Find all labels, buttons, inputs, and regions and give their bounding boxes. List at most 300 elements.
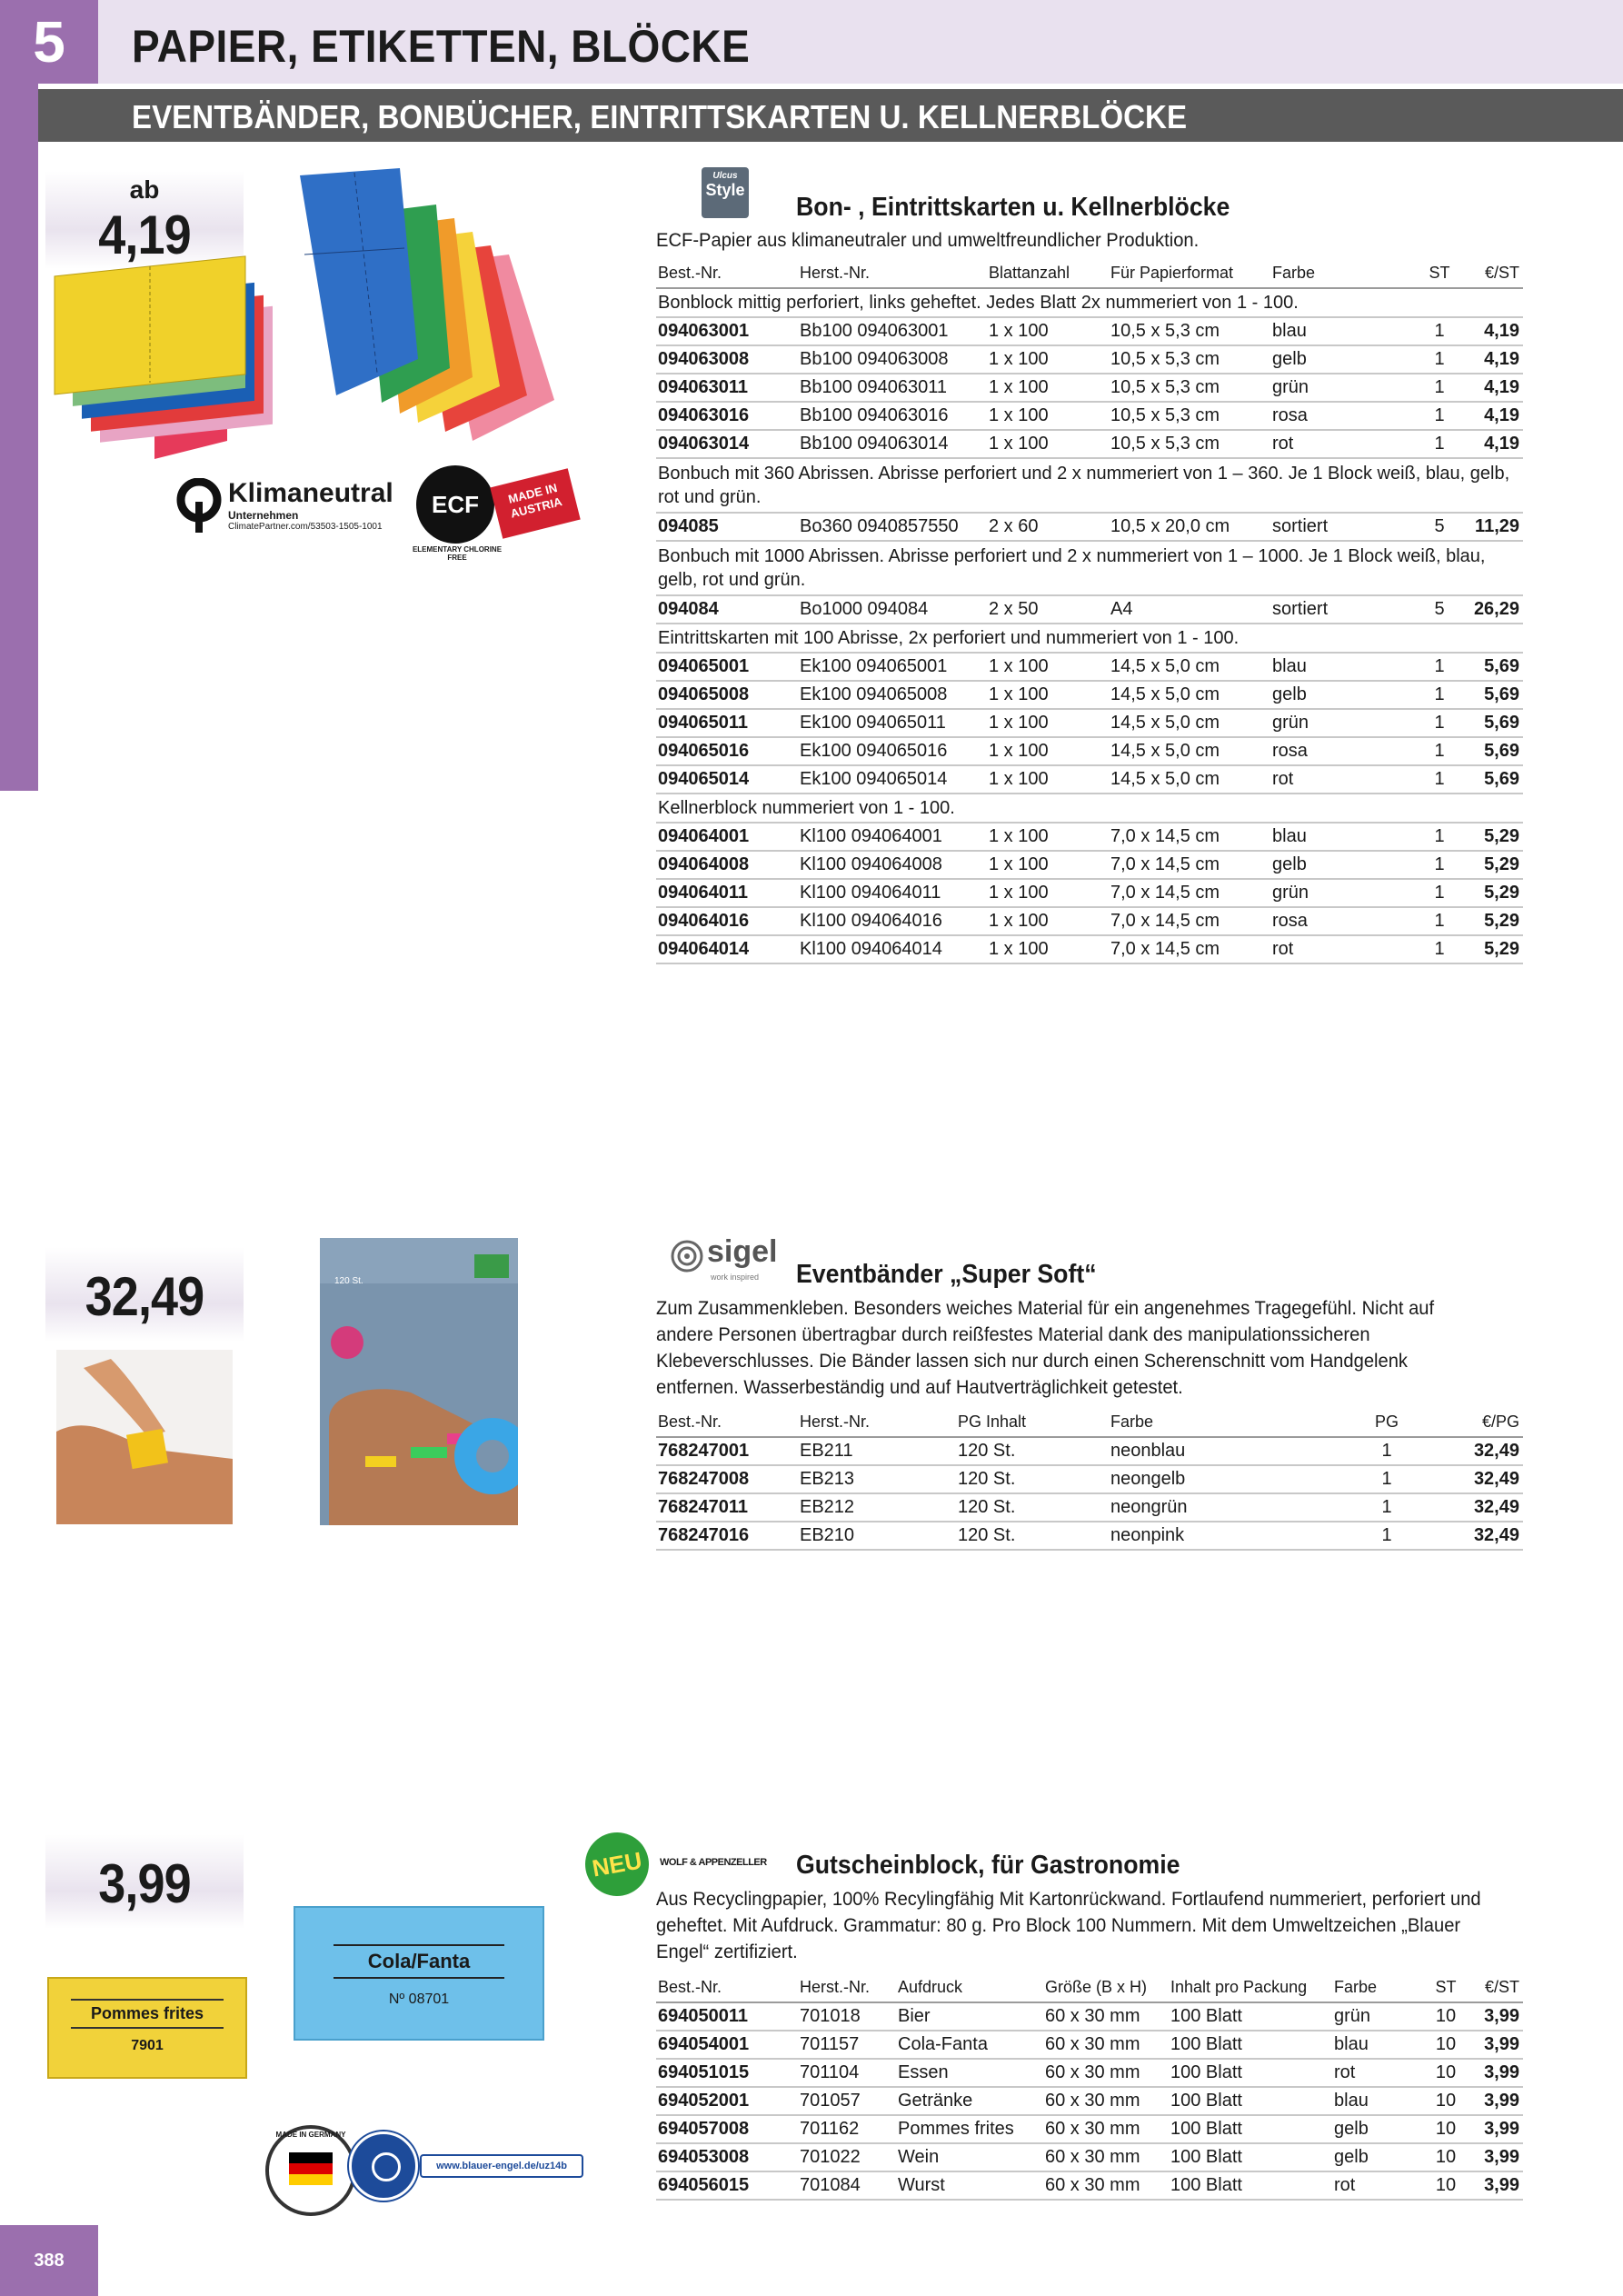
voucher-number: 7901 bbox=[131, 2038, 164, 2053]
table-cell: 1 x 100 bbox=[987, 765, 1109, 794]
table-cell: 11,29 bbox=[1461, 513, 1523, 541]
table-cell: blau bbox=[1332, 2087, 1423, 2115]
table-cell: 14,5 x 5,0 cm bbox=[1109, 653, 1270, 681]
table-cell: 10,5 x 5,3 cm bbox=[1109, 402, 1270, 430]
table-row bbox=[656, 595, 1523, 624]
table-cell: 14,5 x 5,0 cm bbox=[1109, 681, 1270, 709]
section-title: EVENTBÄNDER, BONBÜCHER, EINTRITTSKARTEN U. KELLNERBLÖCKE bbox=[132, 98, 1188, 135]
table-cell: 1 x 100 bbox=[987, 935, 1109, 963]
table-cell: rot bbox=[1270, 935, 1416, 963]
table-group-label-row bbox=[656, 624, 1523, 653]
table-row bbox=[656, 2143, 1523, 2171]
table-group-label-row bbox=[656, 288, 1523, 317]
price-tag-2 bbox=[45, 1247, 244, 1342]
table-cell: 701104 bbox=[798, 2059, 896, 2087]
table-cell: 694051015 bbox=[656, 2059, 798, 2087]
table-cell: gelb bbox=[1332, 2143, 1423, 2171]
column-header: Farbe bbox=[1270, 258, 1416, 288]
table-cell: 1 bbox=[1416, 374, 1461, 402]
table-cell: 2 x 60 bbox=[987, 513, 1109, 541]
table-cell: 094064014 bbox=[656, 935, 798, 963]
table-cell: 7,0 x 14,5 cm bbox=[1109, 879, 1270, 907]
table-cell: Cola-Fanta bbox=[896, 2031, 1043, 2059]
table-cell: 701157 bbox=[798, 2031, 896, 2059]
voucher-label: Pommes frites bbox=[71, 1999, 224, 2029]
table-header bbox=[656, 1407, 1523, 1437]
table-cell: 5,29 bbox=[1461, 851, 1523, 879]
table-cell: 2 x 50 bbox=[987, 595, 1109, 624]
column-header: PG bbox=[1354, 1407, 1418, 1437]
package-label: 120 St. bbox=[334, 1276, 363, 1286]
table-cell: Ek100 094065008 bbox=[798, 681, 987, 709]
table-cell: 1 x 100 bbox=[987, 879, 1109, 907]
table-cell: Ek100 094065016 bbox=[798, 737, 987, 765]
table-cell: Bo360 0940857550 bbox=[798, 513, 987, 541]
table-cell: 5,69 bbox=[1461, 653, 1523, 681]
table-cell: 694052001 bbox=[656, 2087, 798, 2115]
table-row bbox=[656, 709, 1523, 737]
table-cell: 4,19 bbox=[1461, 430, 1523, 458]
product-table-2 bbox=[656, 1407, 1523, 1551]
table-cell: 3,99 bbox=[1467, 2002, 1523, 2031]
table-cell: gelb bbox=[1270, 851, 1416, 879]
table-cell: 701162 bbox=[798, 2115, 896, 2143]
klima-sub-label: Unternehmen bbox=[228, 509, 299, 522]
table-cell: 1 x 100 bbox=[987, 709, 1109, 737]
table-cell: 10,5 x 5,3 cm bbox=[1109, 430, 1270, 458]
column-header: Farbe bbox=[1109, 1407, 1354, 1437]
voucher-label: Cola/Fanta bbox=[334, 1944, 504, 1979]
table-cell: 1 bbox=[1416, 765, 1461, 794]
klimaneutral-badge bbox=[175, 474, 421, 538]
table-cell: Bier bbox=[896, 2002, 1043, 2031]
table-cell: rosa bbox=[1270, 737, 1416, 765]
klima-url: ClimatePartner.com/53503-1505-1001 bbox=[228, 522, 383, 532]
table-row bbox=[656, 345, 1523, 374]
table-cell: neongelb bbox=[1109, 1465, 1354, 1493]
table-cell: 1 x 100 bbox=[987, 681, 1109, 709]
table-cell: rot bbox=[1332, 2059, 1423, 2087]
table-cell: 1 bbox=[1416, 402, 1461, 430]
table-header bbox=[656, 1972, 1523, 2002]
column-header: ST bbox=[1423, 1972, 1467, 2002]
group-label: Bonbuch mit 1000 Abrissen. Abrisse perforiert und 2 x nummeriert von 1 – 1000. Je 1 Block weiß, blau, gelb, rot und grün. bbox=[656, 541, 1523, 595]
table-cell: sortiert bbox=[1270, 513, 1416, 541]
table-cell: 768247011 bbox=[656, 1493, 798, 1522]
table-cell: 094065011 bbox=[656, 709, 798, 737]
table-cell: 094065008 bbox=[656, 681, 798, 709]
column-header: Blattanzahl bbox=[987, 258, 1109, 288]
table-cell: 1 bbox=[1416, 851, 1461, 879]
table-cell: Pommes frites bbox=[896, 2115, 1043, 2143]
table-cell: 1 x 100 bbox=[987, 317, 1109, 345]
table-cell: 7,0 x 14,5 cm bbox=[1109, 935, 1270, 963]
table-cell: 60 x 30 mm bbox=[1043, 2031, 1169, 2059]
table-cell: 120 St. bbox=[956, 1493, 1109, 1522]
table-cell: blau bbox=[1332, 2031, 1423, 2059]
table-cell: 094064016 bbox=[656, 907, 798, 935]
table-cell: 3,99 bbox=[1467, 2115, 1523, 2143]
product-image-bonblocks bbox=[45, 168, 591, 486]
product-title: Gutscheinblock, für Gastronomie bbox=[796, 1851, 1180, 1880]
table-cell: 3,99 bbox=[1467, 2171, 1523, 2200]
product-image-wristband bbox=[56, 1350, 233, 1524]
table-cell: 3,99 bbox=[1467, 2059, 1523, 2087]
table-cell: Kl100 094064001 bbox=[798, 823, 987, 851]
table-cell: 694050011 bbox=[656, 2002, 798, 2031]
table-row bbox=[656, 2115, 1523, 2143]
table-cell: gelb bbox=[1270, 345, 1416, 374]
table-cell: 60 x 30 mm bbox=[1043, 2115, 1169, 2143]
table-cell: 7,0 x 14,5 cm bbox=[1109, 907, 1270, 935]
table-cell: 1 bbox=[1416, 681, 1461, 709]
group-label: Kellnerblock nummeriert von 1 - 100. bbox=[656, 794, 1523, 823]
table-cell: 094064008 bbox=[656, 851, 798, 879]
table-cell: 1 x 100 bbox=[987, 402, 1109, 430]
table-cell: gelb bbox=[1332, 2115, 1423, 2143]
table-cell: 1 x 100 bbox=[987, 653, 1109, 681]
group-label: Bonbuch mit 360 Abrissen. Abrisse perforiert und 2 x nummeriert von 1 – 360. Je 1 Block weiß, blau, gelb, rot und grün. bbox=[656, 458, 1523, 513]
table-cell: 094064001 bbox=[656, 823, 798, 851]
table-cell: 1 bbox=[1354, 1437, 1418, 1465]
table-cell: Kl100 094064008 bbox=[798, 851, 987, 879]
table-cell: 1 bbox=[1416, 737, 1461, 765]
table-cell: 768247001 bbox=[656, 1437, 798, 1465]
table-cell: 5,29 bbox=[1461, 823, 1523, 851]
table-cell: neongrün bbox=[1109, 1493, 1354, 1522]
table-cell: Essen bbox=[896, 2059, 1043, 2087]
table-cell: Kl100 094064014 bbox=[798, 935, 987, 963]
table-cell: 1 bbox=[1416, 935, 1461, 963]
table-group-label-row bbox=[656, 458, 1523, 513]
group-label: Bonblock mittig perforiert, links geheftet. Jedes Blatt 2x nummeriert von 1 - 100. bbox=[656, 288, 1523, 317]
table-cell: 10 bbox=[1423, 2171, 1467, 2200]
klima-label: Klimaneutral bbox=[228, 478, 393, 508]
table-cell: EB211 bbox=[798, 1437, 956, 1465]
product-table-1 bbox=[656, 258, 1523, 964]
price-value: 3,99 bbox=[98, 1853, 191, 1914]
table-cell: 5 bbox=[1416, 595, 1461, 624]
column-header: €/ST bbox=[1461, 258, 1523, 288]
table-row bbox=[656, 2002, 1523, 2031]
table-cell: 694057008 bbox=[656, 2115, 798, 2143]
brand-logo-wolf-appenzeller: WOLF & APPENZELLER bbox=[660, 1857, 767, 1868]
table-row bbox=[656, 1522, 1523, 1550]
table-cell: Bb100 094063011 bbox=[798, 374, 987, 402]
table-cell: Wurst bbox=[896, 2171, 1043, 2200]
product-title: Eventbänder „Super Soft“ bbox=[796, 1260, 1097, 1289]
table-cell: 10 bbox=[1423, 2059, 1467, 2087]
table-cell: EB213 bbox=[798, 1465, 956, 1493]
table-cell: 1 x 100 bbox=[987, 907, 1109, 935]
table-row bbox=[656, 317, 1523, 345]
table-cell: 14,5 x 5,0 cm bbox=[1109, 709, 1270, 737]
table-row bbox=[656, 430, 1523, 458]
table-cell: 1 bbox=[1416, 430, 1461, 458]
table-cell: 10,5 x 20,0 cm bbox=[1109, 513, 1270, 541]
table-cell: 1 bbox=[1416, 709, 1461, 737]
brand-top-label: Ulcus bbox=[712, 171, 738, 181]
column-header: Für Papierformat bbox=[1109, 258, 1270, 288]
made-in-germany-badge bbox=[265, 2125, 356, 2216]
table-cell: 4,19 bbox=[1461, 317, 1523, 345]
table-cell: rot bbox=[1270, 430, 1416, 458]
product-image-pommes-voucher bbox=[47, 1977, 247, 2079]
table-cell: grün bbox=[1270, 879, 1416, 907]
table-cell: grün bbox=[1270, 374, 1416, 402]
table-cell: 60 x 30 mm bbox=[1043, 2002, 1169, 2031]
table-cell: Bb100 094063016 bbox=[798, 402, 987, 430]
table-cell: 768247016 bbox=[656, 1522, 798, 1550]
table-cell: 1 bbox=[1354, 1465, 1418, 1493]
austria-label: MADE IN AUSTRIA bbox=[506, 480, 563, 521]
table-cell: 5,69 bbox=[1461, 737, 1523, 765]
table-cell: 1 bbox=[1416, 879, 1461, 907]
price-tag-3 bbox=[45, 1834, 244, 1929]
table-cell: Kl100 094064011 bbox=[798, 879, 987, 907]
table-cell: Bo1000 094084 bbox=[798, 595, 987, 624]
climate-partner-icon bbox=[175, 478, 223, 534]
column-header: Farbe bbox=[1332, 1972, 1423, 2002]
table-cell: 1 bbox=[1416, 345, 1461, 374]
table-cell: 094063011 bbox=[656, 374, 798, 402]
new-badge bbox=[580, 1827, 653, 1901]
table-cell: grün bbox=[1332, 2002, 1423, 2031]
brand-sub-label: work inspired bbox=[711, 1273, 760, 1282]
product-table-3 bbox=[656, 1972, 1523, 2201]
table-cell: blau bbox=[1270, 823, 1416, 851]
table-cell: rosa bbox=[1270, 402, 1416, 430]
blauer-engel-icon bbox=[349, 2131, 418, 2201]
column-header: Best.-Nr. bbox=[656, 258, 798, 288]
table-cell: 4,19 bbox=[1461, 345, 1523, 374]
table-cell: 1 bbox=[1416, 907, 1461, 935]
table-cell: 5,69 bbox=[1461, 709, 1523, 737]
table-cell: 10 bbox=[1423, 2115, 1467, 2143]
table-cell: 100 Blatt bbox=[1169, 2171, 1332, 2200]
table-cell: 5 bbox=[1416, 513, 1461, 541]
chapter-side-strip bbox=[0, 84, 38, 791]
table-row bbox=[656, 1437, 1523, 1465]
table-row bbox=[656, 2031, 1523, 2059]
product-description: ECF-Papier aus klimaneutraler und umweltfreundlicher Produktion. bbox=[656, 230, 1200, 251]
table-cell: 094084 bbox=[656, 595, 798, 624]
table-cell: gelb bbox=[1270, 681, 1416, 709]
chapter-number: 5 bbox=[0, 0, 98, 84]
flag-stripe-red bbox=[289, 2163, 333, 2174]
table-cell: rot bbox=[1270, 765, 1416, 794]
table-cell: 094065016 bbox=[656, 737, 798, 765]
table-cell: grün bbox=[1270, 709, 1416, 737]
table-row bbox=[656, 653, 1523, 681]
table-row bbox=[656, 374, 1523, 402]
table-header bbox=[656, 258, 1523, 288]
table-cell: 094063001 bbox=[656, 317, 798, 345]
table-cell: 1 bbox=[1354, 1493, 1418, 1522]
table-row bbox=[656, 879, 1523, 907]
table-row bbox=[656, 851, 1523, 879]
table-cell: 60 x 30 mm bbox=[1043, 2059, 1169, 2087]
column-header: Größe (B x H) bbox=[1043, 1972, 1169, 2002]
table-cell: 094063014 bbox=[656, 430, 798, 458]
table-row bbox=[656, 2171, 1523, 2200]
table-cell: Ek100 094065014 bbox=[798, 765, 987, 794]
kellnerblock-stack bbox=[300, 168, 554, 441]
table-cell: 1 bbox=[1416, 317, 1461, 345]
table-cell: 100 Blatt bbox=[1169, 2031, 1332, 2059]
table-row bbox=[656, 681, 1523, 709]
table-cell: 10 bbox=[1423, 2143, 1467, 2171]
table-cell: 100 Blatt bbox=[1169, 2143, 1332, 2171]
table-cell: blau bbox=[1270, 653, 1416, 681]
table-row bbox=[656, 1493, 1523, 1522]
table-cell: 100 Blatt bbox=[1169, 2087, 1332, 2115]
table-cell: Wein bbox=[896, 2143, 1043, 2171]
table-cell: blau bbox=[1270, 317, 1416, 345]
table-cell: 094085 bbox=[656, 513, 798, 541]
table-cell: 32,49 bbox=[1418, 1493, 1523, 1522]
table-row bbox=[656, 765, 1523, 794]
table-cell: 4,19 bbox=[1461, 402, 1523, 430]
table-cell: Getränke bbox=[896, 2087, 1043, 2115]
table-cell: Ek100 094065001 bbox=[798, 653, 987, 681]
table-cell: 1 bbox=[1416, 653, 1461, 681]
table-cell: 768247008 bbox=[656, 1465, 798, 1493]
table-group-label-row bbox=[656, 794, 1523, 823]
table-cell: rosa bbox=[1270, 907, 1416, 935]
table-cell: 1 x 100 bbox=[987, 851, 1109, 879]
table-cell: 5,69 bbox=[1461, 681, 1523, 709]
table-cell: 120 St. bbox=[956, 1465, 1109, 1493]
column-header: Best.-Nr. bbox=[656, 1407, 798, 1437]
price-prefix: ab bbox=[129, 175, 160, 204]
product-description: Aus Recyclingpapier, 100% Recylingfähig Mit Kartonrückwand. Fortlaufend nummeriert, perforiert und geheftet. Mit Aufdruck. Grammatur: 80 g. Pro Block 100 Nummern. Mit dem Umweltzeichen „Blauer Engel“ zertifiziert. bbox=[656, 1889, 1481, 1962]
table-cell: 10 bbox=[1423, 2087, 1467, 2115]
table-cell: 1 x 100 bbox=[987, 737, 1109, 765]
group-label: Eintrittskarten mit 100 Abrisse, 2x perforiert und nummeriert von 1 - 100. bbox=[656, 624, 1523, 653]
table-cell: EB212 bbox=[798, 1493, 956, 1522]
product-description: Zum Zusammenkleben. Besonders weiches Material für ein angenehmes Tragegefühl. Nicht auf andere Personen übertragbar durch reißfestes Material dank des manipulationssicheren Klebeverschlusses. Die Bänder lassen sich nur durch einen Scherenschnitt vom Handgelenk entfernen. Wasserbeständig und auf Hautverträglichkeit getestet. bbox=[656, 1298, 1435, 1398]
table-cell: 1 x 100 bbox=[987, 823, 1109, 851]
table-cell: 701018 bbox=[798, 2002, 896, 2031]
table-cell: 5,29 bbox=[1461, 935, 1523, 963]
table-cell: 701084 bbox=[798, 2171, 896, 2200]
table-cell: 10,5 x 5,3 cm bbox=[1109, 317, 1270, 345]
table-row bbox=[656, 1465, 1523, 1493]
table-cell: 26,29 bbox=[1461, 595, 1523, 624]
table-cell: 14,5 x 5,0 cm bbox=[1109, 737, 1270, 765]
table-cell: 10 bbox=[1423, 2031, 1467, 2059]
column-header: €/PG bbox=[1418, 1407, 1523, 1437]
bonblock-stack bbox=[55, 256, 273, 459]
price-value: 32,49 bbox=[85, 1266, 204, 1327]
blauer-engel-url: www.blauer-engel.de/uz14b bbox=[420, 2154, 583, 2178]
product-title: Bon- , Eintrittskarten u. Kellnerblöcke bbox=[796, 193, 1230, 222]
column-header: Herst.-Nr. bbox=[798, 258, 987, 288]
table-cell: 5,69 bbox=[1461, 765, 1523, 794]
ecf-badge bbox=[416, 465, 494, 544]
table-cell: 7,0 x 14,5 cm bbox=[1109, 823, 1270, 851]
table-cell: 094065001 bbox=[656, 653, 798, 681]
table-cell: 100 Blatt bbox=[1169, 2002, 1332, 2031]
table-cell: 60 x 30 mm bbox=[1043, 2171, 1169, 2200]
column-header: Inhalt pro Packung bbox=[1169, 1972, 1332, 2002]
table-cell: 100 Blatt bbox=[1169, 2115, 1332, 2143]
page-number: 388 bbox=[0, 2225, 98, 2296]
column-header: Herst.-Nr. bbox=[798, 1972, 896, 2002]
flag-stripe-black bbox=[289, 2152, 333, 2163]
table-cell: 094065014 bbox=[656, 765, 798, 794]
product-image-cola-voucher bbox=[294, 1906, 544, 2041]
voucher-number: Nº 08701 bbox=[388, 1992, 450, 2007]
table-cell: rot bbox=[1332, 2171, 1423, 2200]
table-cell: Kl100 094064016 bbox=[798, 907, 987, 935]
brand-label: sigel bbox=[707, 1234, 778, 1269]
table-cell: 100 Blatt bbox=[1169, 2059, 1332, 2087]
angel-ring bbox=[372, 2152, 401, 2181]
table-group-label-row bbox=[656, 541, 1523, 595]
table-cell: Bb100 094063001 bbox=[798, 317, 987, 345]
table-cell: 60 x 30 mm bbox=[1043, 2087, 1169, 2115]
column-header: PG Inhalt bbox=[956, 1407, 1109, 1437]
table-row bbox=[656, 2059, 1523, 2087]
table-cell: 094063008 bbox=[656, 345, 798, 374]
table-cell: 1 bbox=[1354, 1522, 1418, 1550]
table-cell: 120 St. bbox=[956, 1437, 1109, 1465]
table-cell: sortiert bbox=[1270, 595, 1416, 624]
table-cell: 3,99 bbox=[1467, 2087, 1523, 2115]
table-cell: 1 x 100 bbox=[987, 430, 1109, 458]
table-cell: 3,99 bbox=[1467, 2031, 1523, 2059]
table-row bbox=[656, 513, 1523, 541]
column-header: Aufdruck bbox=[896, 1972, 1043, 2002]
table-cell: 694053008 bbox=[656, 2143, 798, 2171]
brand-logo-style bbox=[702, 167, 749, 218]
table-cell: 701022 bbox=[798, 2143, 896, 2171]
table-cell: 10,5 x 5,3 cm bbox=[1109, 345, 1270, 374]
page-title: PAPIER, ETIKETTEN, BLÖCKE bbox=[132, 21, 751, 72]
table-cell: 5,29 bbox=[1461, 907, 1523, 935]
column-header: €/ST bbox=[1467, 1972, 1523, 2002]
table-row bbox=[656, 907, 1523, 935]
ecf-ring-text: ELEMENTARY CHLORINE FREE bbox=[412, 545, 503, 562]
brand-label: Style bbox=[705, 181, 745, 199]
table-cell: A4 bbox=[1109, 595, 1270, 624]
table-cell: Bb100 094063014 bbox=[798, 430, 987, 458]
table-row bbox=[656, 2087, 1523, 2115]
table-cell: 32,49 bbox=[1418, 1437, 1523, 1465]
table-row bbox=[656, 935, 1523, 963]
table-cell: 094063016 bbox=[656, 402, 798, 430]
table-cell: 1 x 100 bbox=[987, 345, 1109, 374]
table-row bbox=[656, 402, 1523, 430]
table-cell: 10,5 x 5,3 cm bbox=[1109, 374, 1270, 402]
table-cell: Ek100 094065011 bbox=[798, 709, 987, 737]
table-cell: 694056015 bbox=[656, 2171, 798, 2200]
ecf-label: ECF bbox=[432, 490, 479, 518]
product-image-eventband-pack bbox=[320, 1238, 518, 1525]
sigel-logo-icon bbox=[671, 1240, 703, 1273]
table-cell: 32,49 bbox=[1418, 1522, 1523, 1550]
table-cell: 60 x 30 mm bbox=[1043, 2143, 1169, 2171]
table-cell: 32,49 bbox=[1418, 1465, 1523, 1493]
table-row bbox=[656, 823, 1523, 851]
table-cell: 4,19 bbox=[1461, 374, 1523, 402]
table-cell: 3,99 bbox=[1467, 2143, 1523, 2171]
table-cell: 120 St. bbox=[956, 1522, 1109, 1550]
table-cell: 1 bbox=[1416, 823, 1461, 851]
table-cell: 10 bbox=[1423, 2002, 1467, 2031]
